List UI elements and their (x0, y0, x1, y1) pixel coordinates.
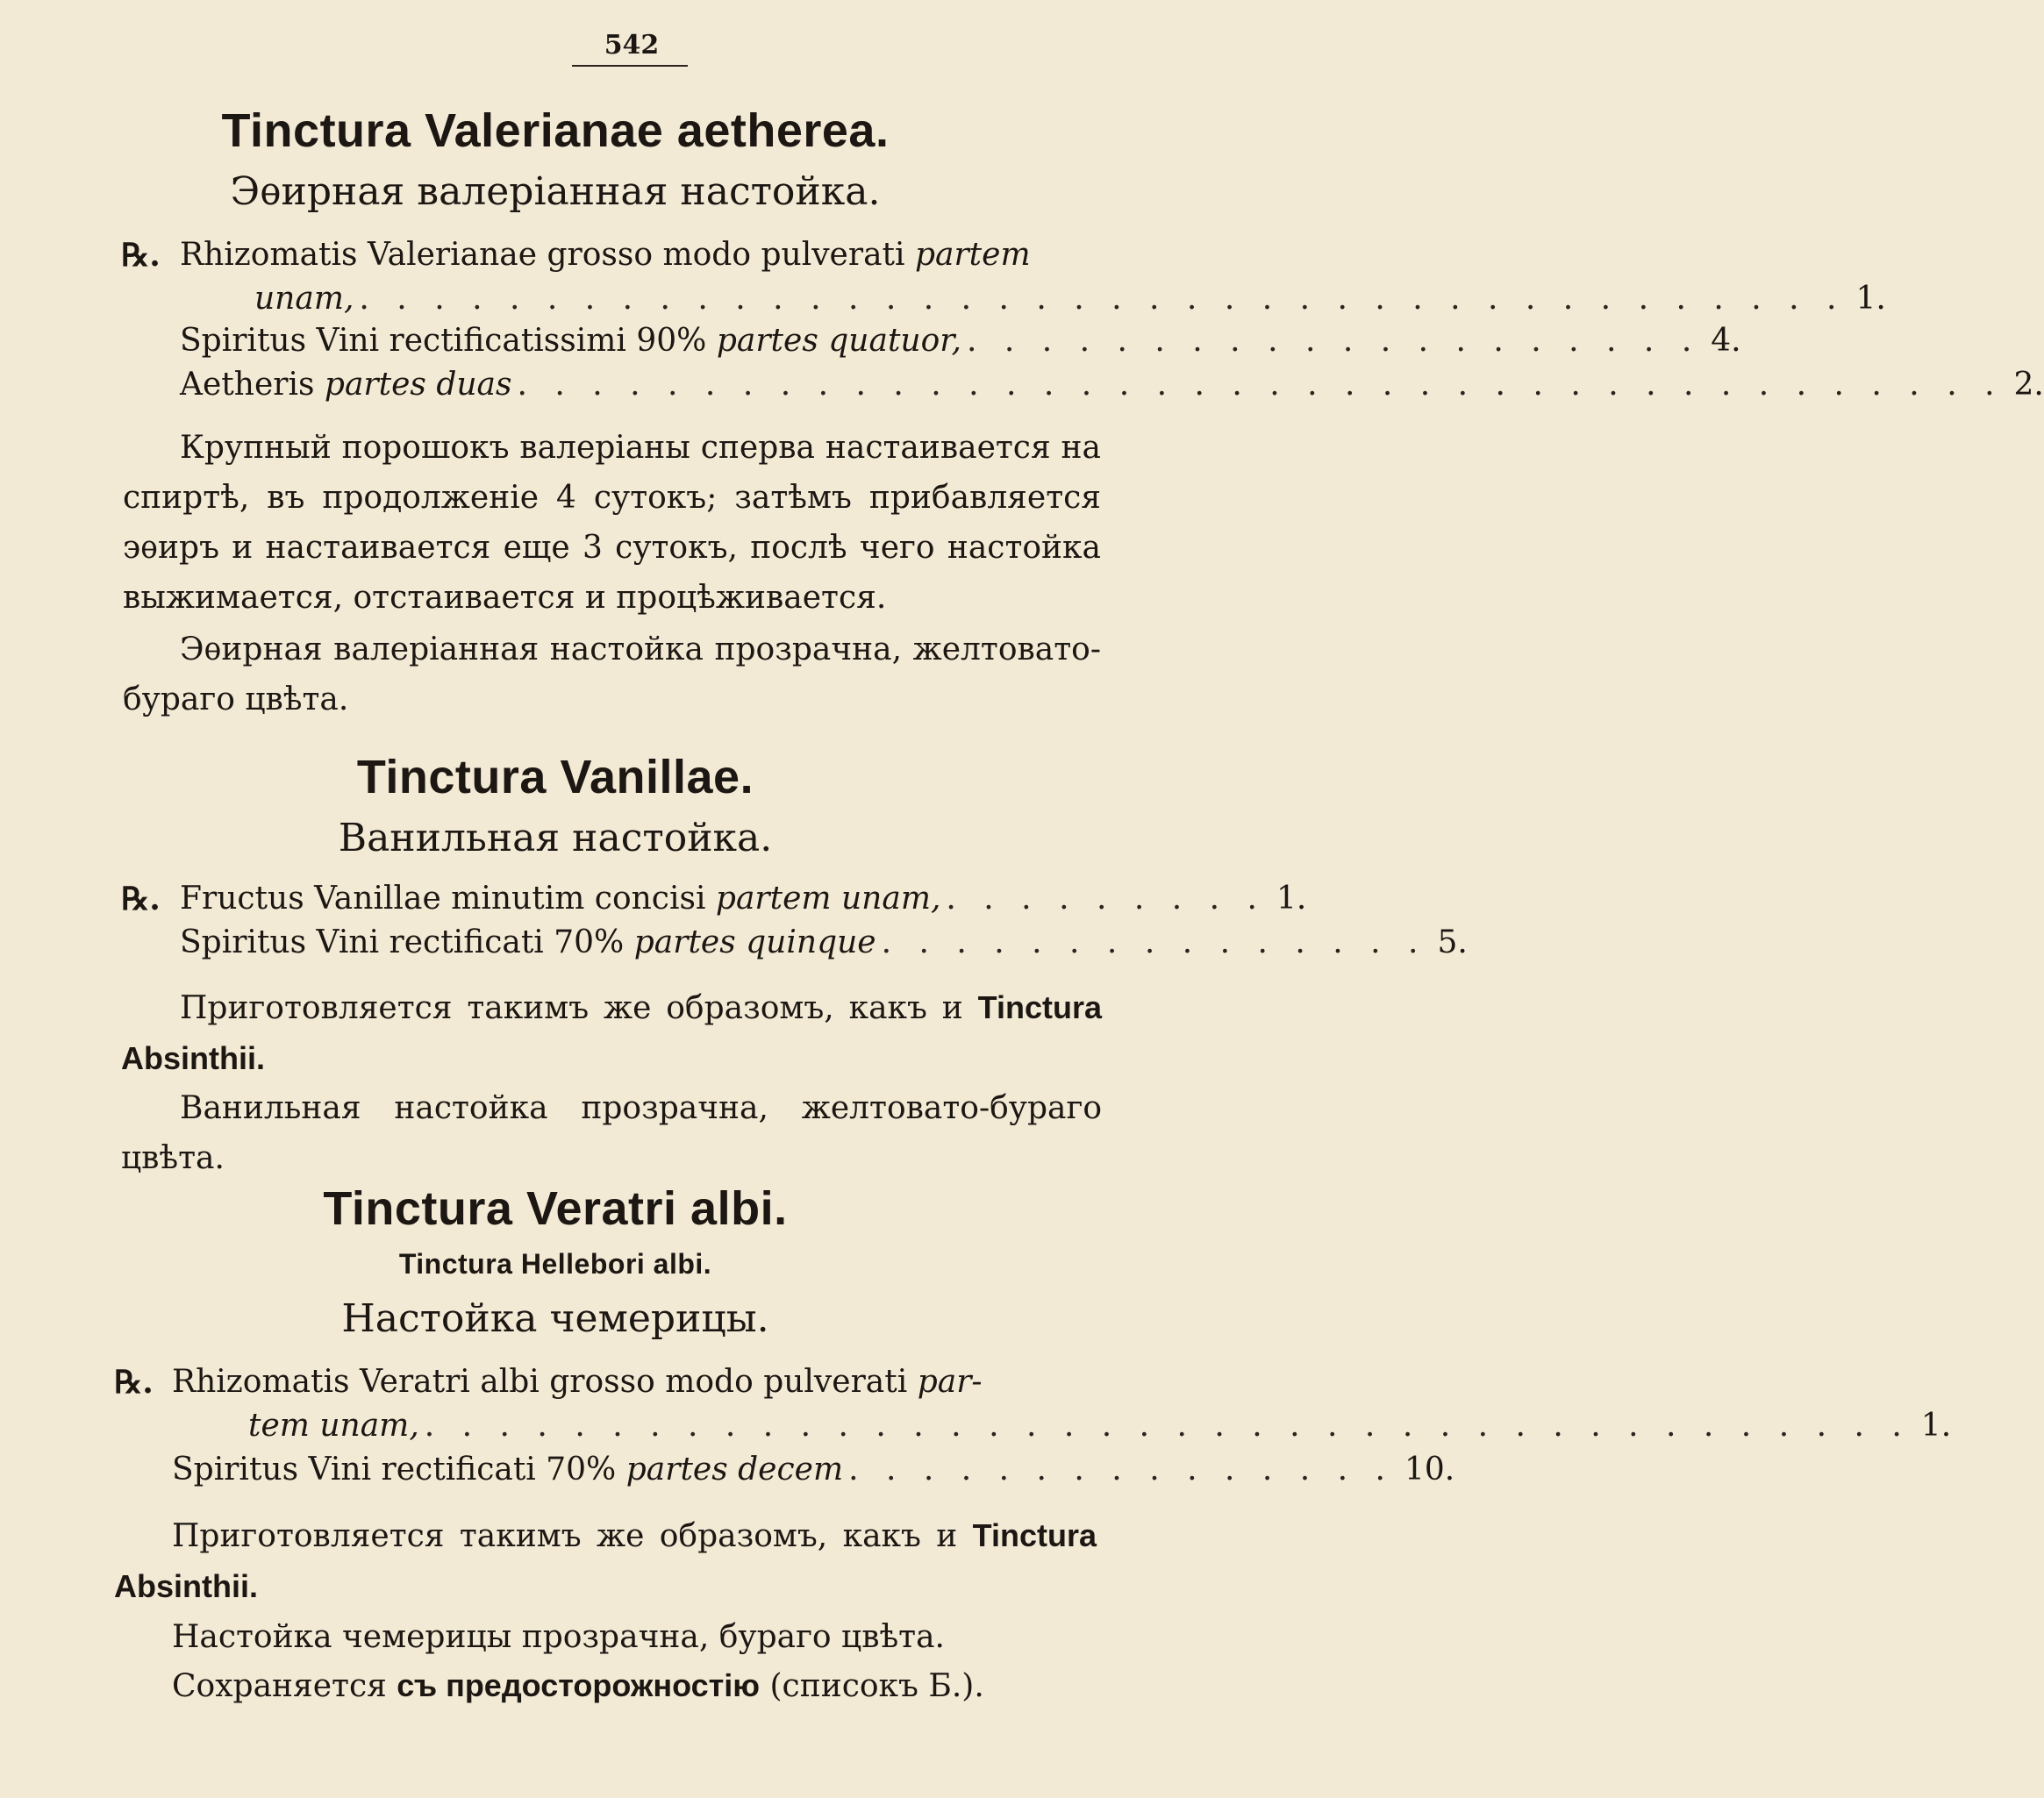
ingredient-name: Rhizomatis Valerianae grosso modo pulverati (180, 237, 905, 273)
prep-reference: Tinctura (977, 989, 1102, 1025)
paragraph: Крупный порошокъ валеріаны сперва настаивается на спиртѣ, въ продолженіе 4 сутокъ; затѣмъ прибавляется эѳиръ и настаивается еще 3 сутокъ, послѣ чего настойка выжимается, отстаивается и процѣживается. (123, 430, 1101, 616)
leader-dots: . . . . . . . . . (946, 881, 1266, 917)
section-subtitle: Настойка чемерицы. (341, 1296, 769, 1341)
ingredient-amount: 10. (1404, 1452, 1455, 1488)
paragraph: Настойка чемерицы прозрачна, бураго цвѣта. (172, 1619, 945, 1655)
recipe-symbol: ℞. (114, 1364, 154, 1401)
ingredient-line (172, 1452, 1455, 1488)
ingredient-line (172, 1364, 983, 1400)
leader-dots: . . . . . . . . . . . . . . . . . . . . . . . . . . . . . . . . . . . . . . . . (517, 367, 2004, 403)
ingredient-quantity: partem unam, (715, 881, 941, 917)
ingredient-name: Fructus Vanillae minutim concisi (180, 881, 706, 917)
ingredient-line (180, 237, 1031, 273)
storage-suffix: (списокъ Б.). (769, 1668, 984, 1704)
ingredient-quantity: par- (917, 1364, 983, 1400)
ingredient-amount: 4. (1711, 323, 1741, 359)
section-title: Tinctura Valerianae aetherea. (221, 104, 890, 157)
leader-dots: . . . . . . . . . . . . . . . . . . . . . . . . . . . . . . . . . . . . . . . . (359, 281, 1846, 317)
paragraph (114, 1510, 1097, 1612)
ingredient-quantity: partes quatuor, (716, 323, 961, 359)
ingredient-quantity-cont: unam, (254, 281, 354, 317)
section-subtitle: Эѳирная валеріанная настойка. (230, 169, 881, 214)
recipe-symbol: ℞. (121, 237, 161, 274)
storage-note (114, 1660, 1097, 1711)
page-number-rule (572, 65, 688, 67)
ingredient-name: Aetheris (180, 367, 315, 403)
prep-reference: Absinthii. (114, 1568, 258, 1604)
paragraph: Ванильная настойка прозрачна, желтовато-бураго цвѣта. (121, 1090, 1102, 1176)
storage-caution: съ предосторожностію (397, 1667, 761, 1703)
ingredient-amount: 5. (1437, 924, 1468, 960)
ingredient-amount: 1. (1920, 1408, 1952, 1444)
ingredient-quantity: partes quinque (633, 924, 876, 960)
paragraph: Эѳирная валеріанная настойка прозрачна, желтовато-бураго цвѣта. (123, 631, 1101, 717)
ingredient-amount: 1. (1855, 281, 1886, 317)
ingredient-quantity: partem (914, 237, 1031, 273)
ingredient-line (180, 323, 1741, 359)
ingredient-quantity: partes duas (324, 367, 512, 403)
ingredient-quantity: partes decem (625, 1452, 844, 1488)
leader-dots: . . . . . . . . . . . . . . . (881, 924, 1427, 960)
ingredient-amount: 1. (1276, 881, 1307, 917)
section-title: Tinctura Veratri albi. (323, 1182, 788, 1235)
ingredient-name: Spiritus Vini rectificatissimi 90% (180, 323, 707, 359)
prep-reference: Absinthii. (121, 1040, 265, 1076)
ingredient-continuation (248, 1408, 1952, 1444)
storage-prefix: Сохраняется (172, 1668, 387, 1704)
section-synonym: Tinctura Hellebori albi. (398, 1248, 712, 1280)
leader-dots: . . . . . . . . . . . . . . . . . . . . . . . . . . . . . . . . . . . . . . . . (424, 1408, 1911, 1444)
ingredient-line (180, 881, 1307, 917)
prep-text: Приготовляется такимъ же образомъ, какъ и (180, 990, 963, 1026)
ingredient-line (180, 924, 1468, 960)
ingredient-name: Spiritus Vini rectificati 70% (172, 1452, 617, 1488)
ingredient-quantity-cont: tem unam, (248, 1408, 419, 1444)
ingredient-name: Spiritus Vini rectificati 70% (180, 924, 625, 960)
page-number: 542 (604, 30, 660, 61)
ingredient-line (180, 367, 2044, 403)
paragraph (121, 982, 1102, 1084)
section-title: Tinctura Vanillae. (356, 751, 754, 803)
prep-text: Приготовляется такимъ же образомъ, какъ и (172, 1518, 958, 1554)
section-subtitle: Ванильная настойка. (338, 816, 773, 860)
ingredient-continuation (254, 281, 1886, 317)
ingredient-name: Rhizomatis Veratri albi grosso modo pulverati (172, 1364, 908, 1400)
ingredient-amount: 2. (2013, 367, 2044, 403)
prep-reference: Tinctura (972, 1517, 1097, 1553)
leader-dots: . . . . . . . . . . . . . . . (848, 1452, 1394, 1488)
leader-dots: . . . . . . . . . . . . . . . . . . . . (966, 323, 1701, 359)
recipe-symbol: ℞. (121, 881, 161, 917)
